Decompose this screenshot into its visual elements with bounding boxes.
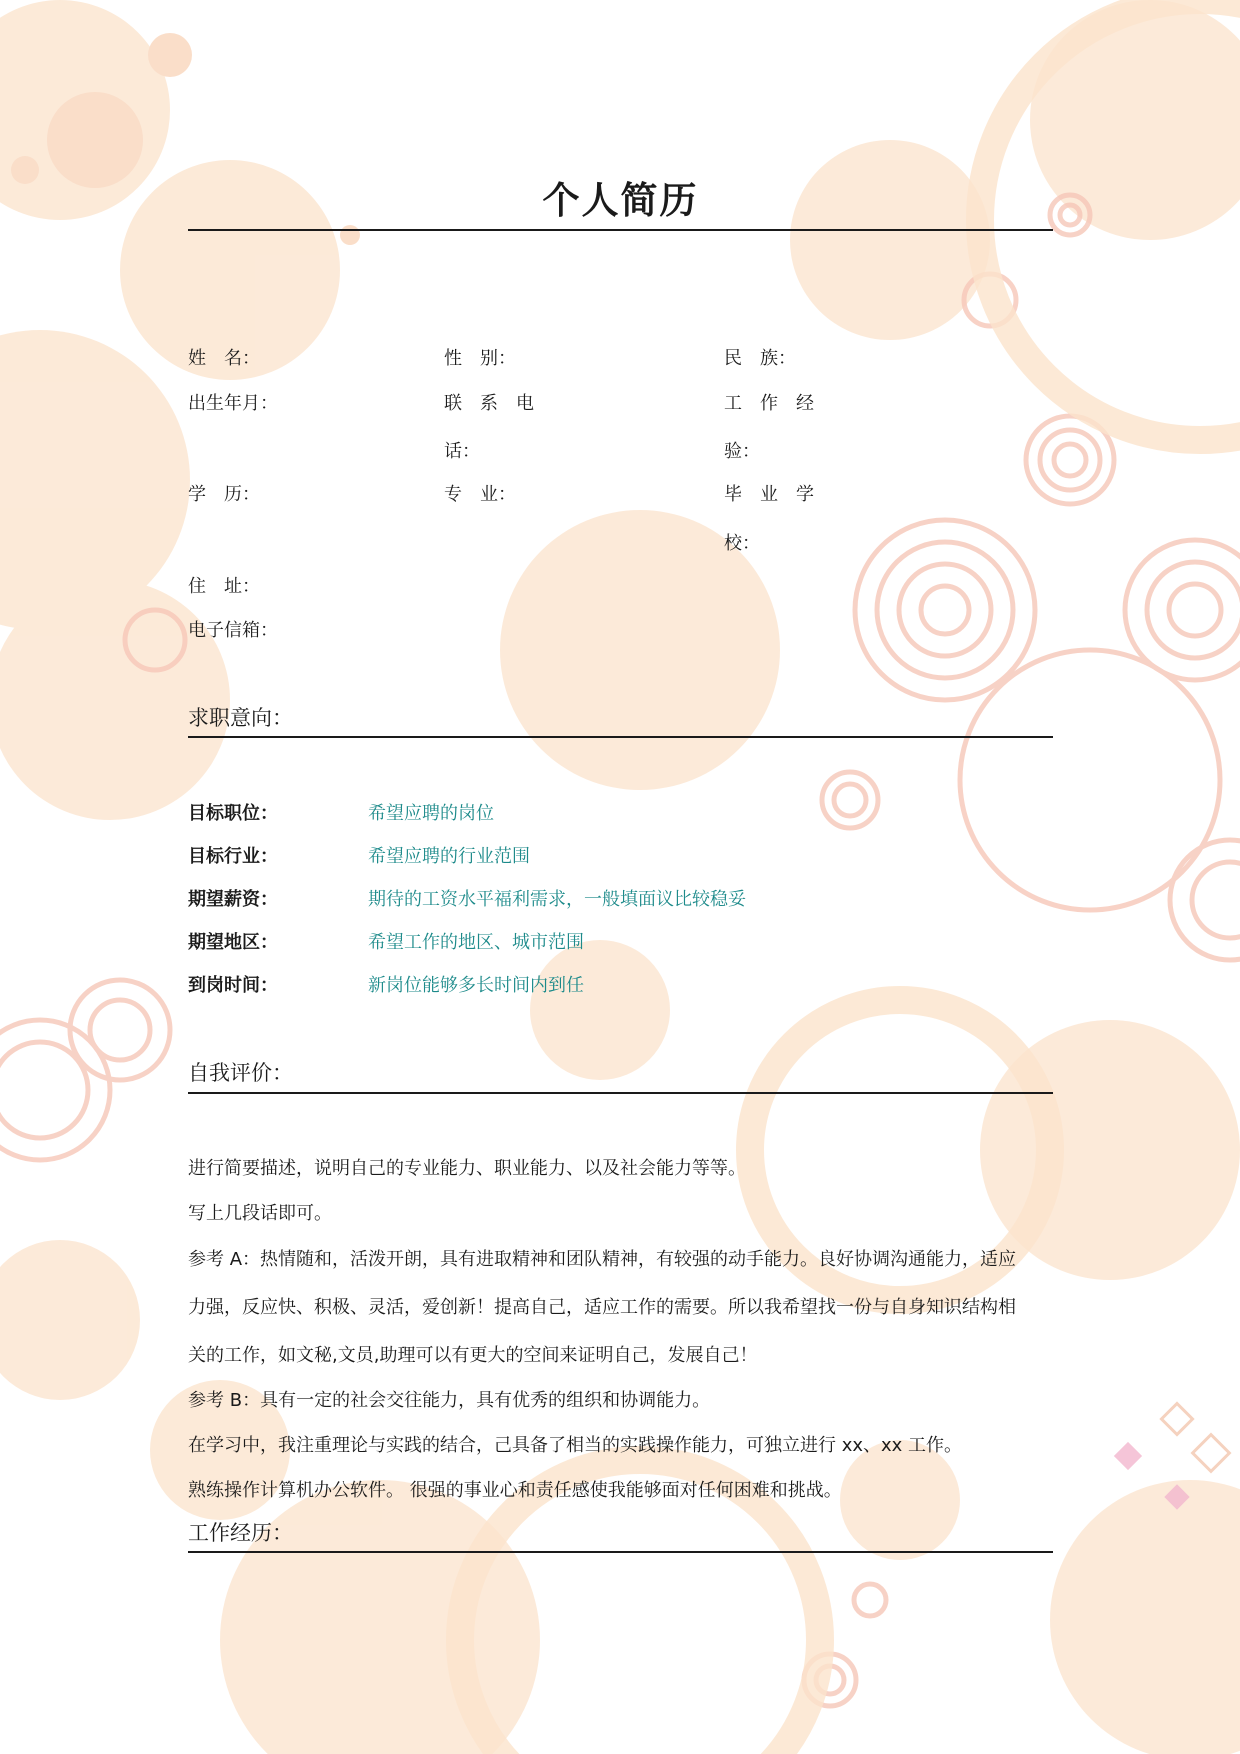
self-evaluation-paragraph: 在学习中，我注重理论与实践的结合，己具备了相当的实践操作能力，可独立进行 xx、xx 工作。 bbox=[188, 1435, 963, 1456]
self-evaluation-paragraph: 写上几段话即可。 bbox=[188, 1203, 332, 1224]
work-experience-label-line2: 验： bbox=[724, 441, 760, 462]
intent-label: 到岗时间： bbox=[188, 975, 278, 996]
intent-label: 期望地区： bbox=[188, 932, 278, 953]
intent-label: 目标行业： bbox=[188, 846, 278, 867]
self-evaluation-paragraph: 熟练操作计算机办公软件。 很强的事业心和责任感使我能够面对任何困难和挑战。 bbox=[188, 1480, 842, 1501]
school-label-line2: 校： bbox=[724, 533, 760, 554]
job-intention-divider bbox=[188, 736, 1053, 738]
intent-value: 新岗位能够多长时间内到任 bbox=[368, 975, 584, 996]
self-evaluation-heading: 自我评价： bbox=[188, 1061, 293, 1085]
name-label: 姓 名： bbox=[188, 348, 260, 369]
intent-value: 期待的工资水平福利需求，一般填面议比较稳妥 bbox=[368, 889, 746, 910]
page-title: 个人简历 bbox=[542, 179, 699, 222]
self-evaluation-paragraph: 进行简要描述，说明自己的专业能力、职业能力、以及社会能力等等。 bbox=[188, 1158, 746, 1179]
title-divider bbox=[188, 229, 1053, 231]
self-evaluation-paragraph: 力强，反应快、积极、灵活，爱创新！提高自己，适应工作的需要。所以我希望找一份与自身知识结构相 bbox=[188, 1297, 1016, 1318]
intent-value: 希望工作的地区、城市范围 bbox=[368, 932, 584, 953]
phone-label-line2: 话： bbox=[444, 441, 480, 462]
work-experience-divider bbox=[188, 1551, 1053, 1553]
self-evaluation-divider bbox=[188, 1092, 1053, 1094]
intent-row-target-industry bbox=[188, 844, 1048, 874]
ethnicity-label: 民 族： bbox=[724, 348, 796, 369]
intent-value: 希望应聘的行业范围 bbox=[368, 846, 530, 867]
gender-label: 性 别： bbox=[444, 348, 516, 369]
intent-row-expected-region bbox=[188, 930, 1048, 960]
self-evaluation-paragraph: 关的工作，如文秘,文员,助理可以有更大的空间来证明自己，发展自己！ bbox=[188, 1345, 758, 1366]
self-evaluation-paragraph: 参考 A：热情随和，活泼开朗，具有进取精神和团队精神，有较强的动手能力。良好协调沟通能力，适应 bbox=[188, 1249, 1017, 1270]
email-label: 电子信箱： bbox=[188, 620, 278, 641]
work-experience-heading: 工作经历： bbox=[188, 1521, 293, 1545]
education-label: 学 历： bbox=[188, 484, 260, 505]
work-experience-label-line1: 工 作 经 bbox=[724, 393, 814, 414]
intent-row-expected-salary bbox=[188, 887, 1048, 917]
intent-label: 期望薪资： bbox=[188, 889, 278, 910]
intent-row-start-time bbox=[188, 973, 1048, 1003]
intent-label: 目标职位： bbox=[188, 803, 278, 824]
self-evaluation-paragraph: 参考 B：具有一定的社会交往能力，具有优秀的组织和协调能力。 bbox=[188, 1390, 711, 1411]
job-intention-heading: 求职意向： bbox=[188, 706, 293, 730]
birth-date-label: 出生年月： bbox=[188, 393, 278, 414]
intent-row-target-position bbox=[188, 801, 1048, 831]
intent-value: 希望应聘的岗位 bbox=[368, 803, 494, 824]
address-label: 住 址： bbox=[188, 576, 260, 597]
school-label-line1: 毕 业 学 bbox=[724, 484, 814, 505]
phone-label-line1: 联 系 电 bbox=[444, 393, 534, 414]
major-label: 专 业： bbox=[444, 484, 516, 505]
